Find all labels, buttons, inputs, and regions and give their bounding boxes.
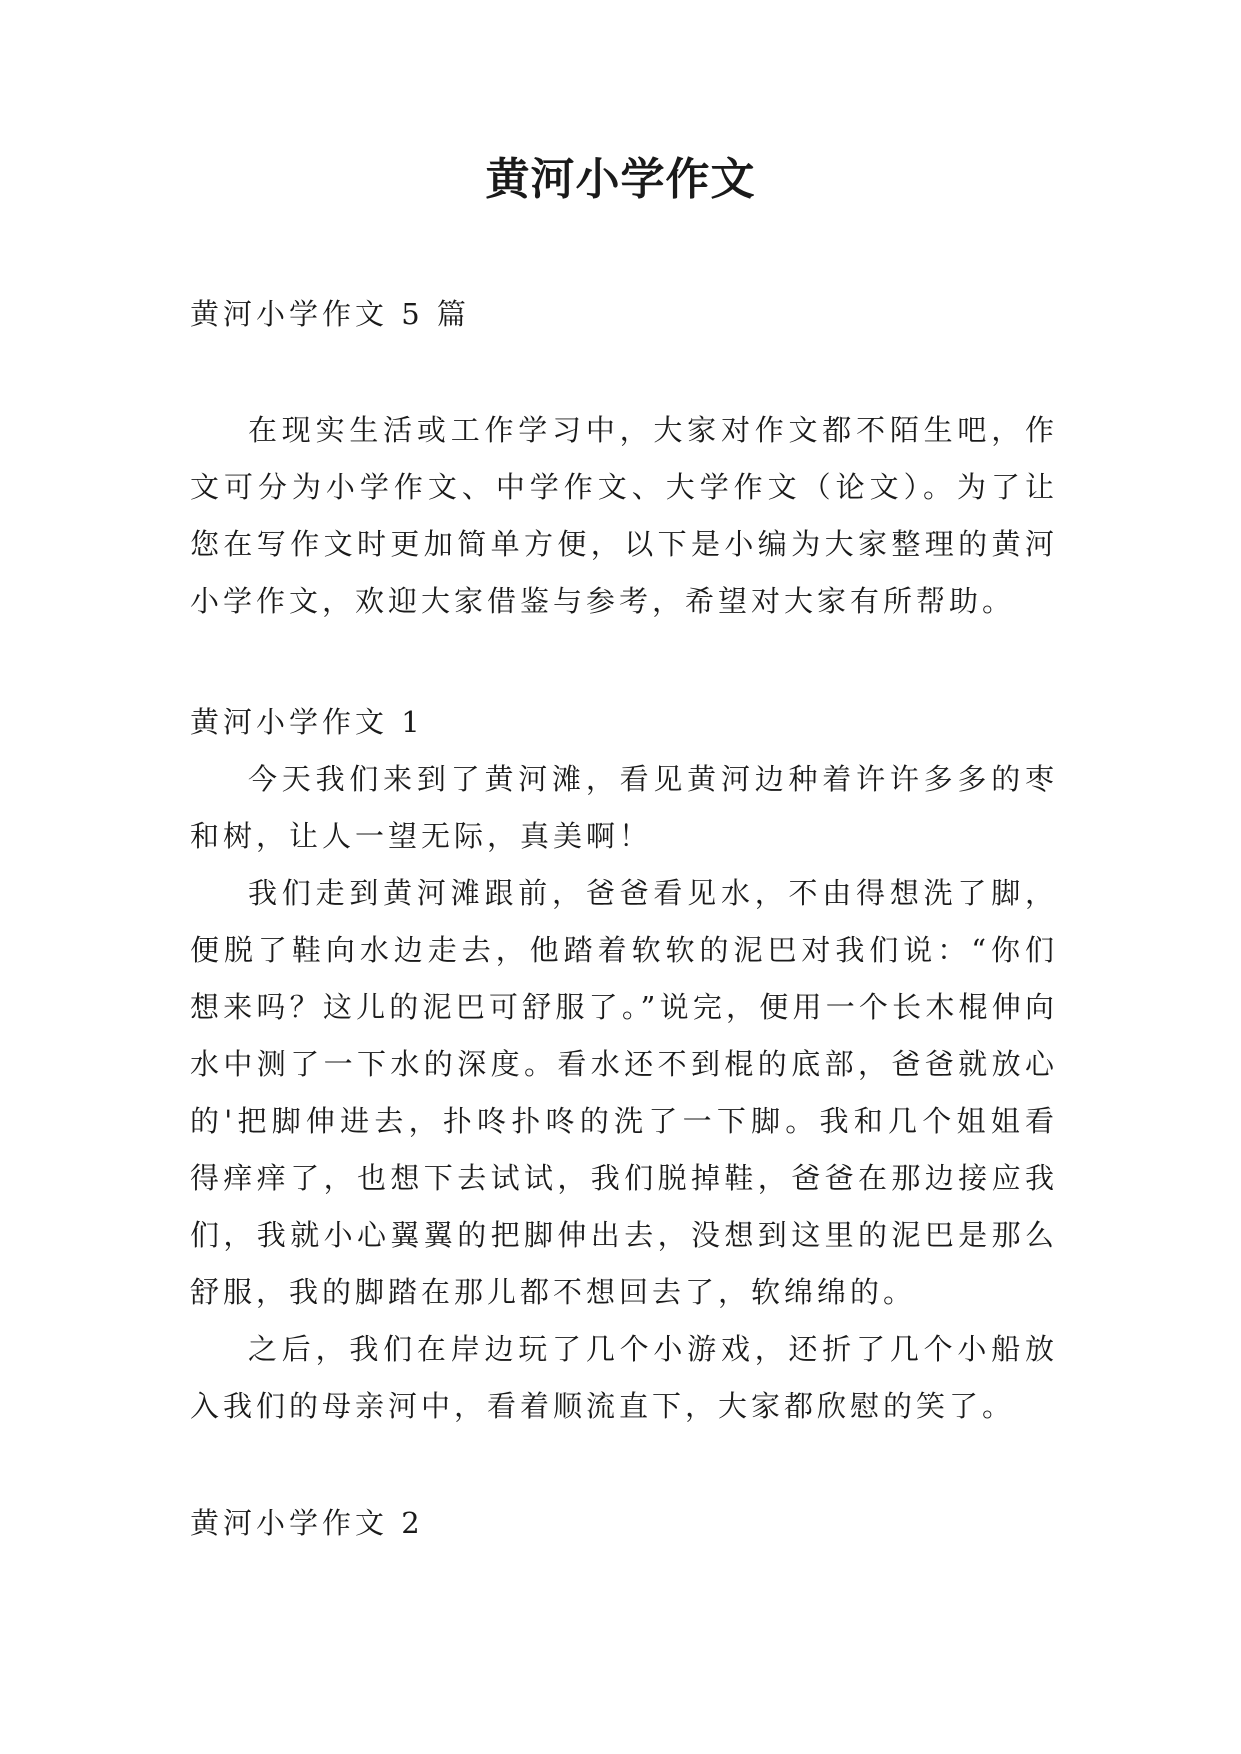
spacer [190,1435,1058,1495]
section-heading-1: 黄河小学作文 1 [190,705,424,739]
intro-paragraph: 在现实生活或工作学习中，大家对作文都不陌生吧，作文可分为小学作文、中学作文、大学作文（论文）。为了让您在写作文时更加简单方便，以下是小编为大家整理的黄河小学作文，欢迎大家借鉴与参考，希望对大家有所帮助。 [190,413,1058,618]
spacer [190,630,1058,694]
section-1-paragraph-1: 今天我们来到了黄河滩，看见黄河边种着许许多多的枣和树，让人一望无际，真美啊！ [190,762,1058,853]
section-1-paragraph-2: 我们走到黄河滩跟前，爸爸看见水，不由得想洗了脚，便脱了鞋向水边走去，他踏着软软的泥巴对我们说：“你们想来吗？这儿的泥巴可舒服了。”说完，便用一个长木棍伸向水中测了一下水的深度。看水还不到棍的底部，爸爸就放心的'把脚伸进去，扑咚扑咚的洗了一下脚。我和几个姐姐看得痒痒了，也想下去试试，我们脱掉鞋，爸爸在那边接应我们，我就小心翼翼的把脚伸出去，没想到这里的泥巴是那么舒服，我的脚踏在那儿都不想回去了，软绵绵的。 [190,876,1058,1309]
spacer [190,343,1058,402]
document-title: 黄河小学作文 [485,154,756,205]
section-heading-2: 黄河小学作文 2 [190,1506,424,1540]
document-body [190,286,1058,1552]
document-subtitle: 黄河小学作文 5 篇 [190,297,470,331]
section-1-paragraph-3: 之后，我们在岸边玩了几个小游戏，还折了几个小船放入我们的母亲河中，看着顺流直下，大家都欣慰的笑了。 [190,1332,1058,1423]
